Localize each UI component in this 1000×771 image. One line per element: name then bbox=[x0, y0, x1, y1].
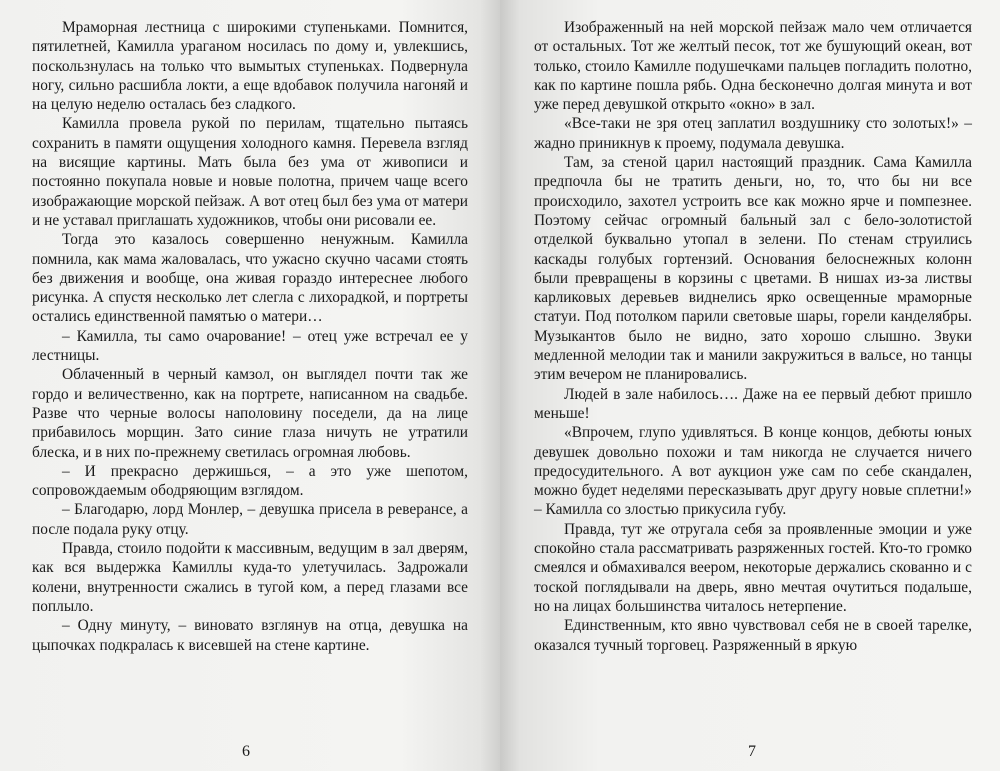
paragraph: Правда, тут же отругала себя за проявленные эмоции и уже спокойно стала рассматривать разряженных гостей. Кто-то громко смеялся и обмахивался веером, некоторые держались скованно и с тоской поглядывали на дверь, явно мечтая очутиться подальше, но на лицах большинства читалось нетерпение. bbox=[534, 520, 972, 615]
right-page bbox=[500, 0, 1000, 771]
paragraph: Людей в зале набилось…. Даже на ее первый дебют пришло меньше! bbox=[534, 385, 972, 422]
paragraph: Изображенный на ней морской пейзаж мало чем отличается от остальных. Тот же желтый песок, тот же бушующий океан, вот только, стоило Камилле подушечками пальцев погладить полотно, как по картине пошла рябь. Одна бесконечно долгая минута и вот уже перед девушкой открыто «окно» в зал. bbox=[534, 19, 972, 114]
paragraph: Правда, стоило подойти к массивным, ведущим в зал дверям, как вся выдержка Камиллы куда-то улетучилась. Задрожали колени, внутренности сжались в тугой ком, а перед глазами все поплыло. bbox=[32, 540, 468, 615]
paragraph: Камилла провела рукой по перилам, тщательно пытаясь сохранить в памяти ощущения холодного камня. Перевела взгляд на висящие картины. Мать была без ума от живописи и постоянно покупала новые и новые полотна, причем чаще всего изображающие морской пейзаж. А вот отец был без ума от матери и не уставал приглашать художников, чтобы они рисовали ее. bbox=[32, 115, 469, 229]
paragraph: Тогда это казалось совершенно ненужным. Камилла помнила, как мама жаловалась, что ужасно скучно часами стоять без движения и вообще, она живая гораздо интереснее любого рисунка. А спустя несколько лет слегла с лихорадкой, и портреты остались единственной памятью о матери… bbox=[32, 231, 468, 326]
page-number: 6 bbox=[242, 743, 250, 760]
paragraph: – Камилла, ты само очарование! – отец уже встречал ее у лестницы. bbox=[32, 327, 468, 365]
paragraph: «Впрочем, глупо удивляться. В конце концов, дебюты юных девушек довольно похожи и там никогда не случается ничего предосудительного. А вот аукцион уже сам по себе скандален, можно будет неделями пересказывать друг другу новые сплетни!» – Камилла со злостью прикусила губу. bbox=[534, 424, 972, 519]
paragraph: – И прекрасно держишься, – а это уже шепотом, сопровождаемым ободряющим взглядом. bbox=[32, 462, 468, 500]
paragraph: Единственным, кто явно чувствовал себя не в своей тарелке, оказался тучный торговец. Разряженный в яркую bbox=[534, 617, 972, 654]
paragraph: Облаченный в черный камзол, он выглядел почти так же гордо и величественно, как на портрете, написанном на свадьбе. Разве что черные волосы наполовину поседели, да на лице прибавилось морщин. Зато синие глаза ничуть не утратили блеска, и в них по-прежнему светилась огромная любовь. bbox=[32, 366, 468, 461]
paragraph: – Благодарю, лорд Монлер, – девушка присела в реверансе, а после подала руку отцу. bbox=[32, 501, 468, 538]
paragraph: Там, за стеной царил настоящий праздник. Сама Камилла предпочла бы не тратить деньги, но, то, что бы ни все происходило, захотел устроить все как можно ярче и помпезнее. Поэтому сейчас огромный бальный зал с бело-золотистой отделкой буквально утопал в зелени. По стенам струились каскады голубых гортензий. Основания белоснежных колонн были превращены в корзины с цветами. В нишах из-за листвы карликовых деревьев виднелись ярко освещенные мраморные статуи. Под потолком парили световые шары, горели канделябры. Музыкантов было не видно, зато хорошо слышно. Звуки медленной мелодии так и манили закружиться в вальсе, но танцы этим вечером не планировались. bbox=[534, 154, 972, 384]
right-page-text bbox=[534, 18, 972, 655]
page-number: 7 bbox=[748, 743, 756, 760]
paragraph: «Все-таки не зря отец заплатил воздушнику сто золотых!» – жадно приникнув к проему, подумала девушка. bbox=[534, 115, 972, 152]
paragraph: – Одну минуту, – виновато взглянув на отца, девушка на цыпочках подкралась к висевшей на стене картине. bbox=[32, 617, 468, 654]
paragraph: Мраморная лестница с широкими ступеньками. Помнится, пятилетней, Камилла ураганом носилась по дому и, увлекшись, поскользнулась на только что вымытых ступеньках. Подвернула ногу, сильно расшибла локти, а еще вдобавок получила нагоняй и на целую неделю осталась без сладкого. bbox=[32, 19, 468, 114]
left-page-text bbox=[32, 18, 468, 655]
